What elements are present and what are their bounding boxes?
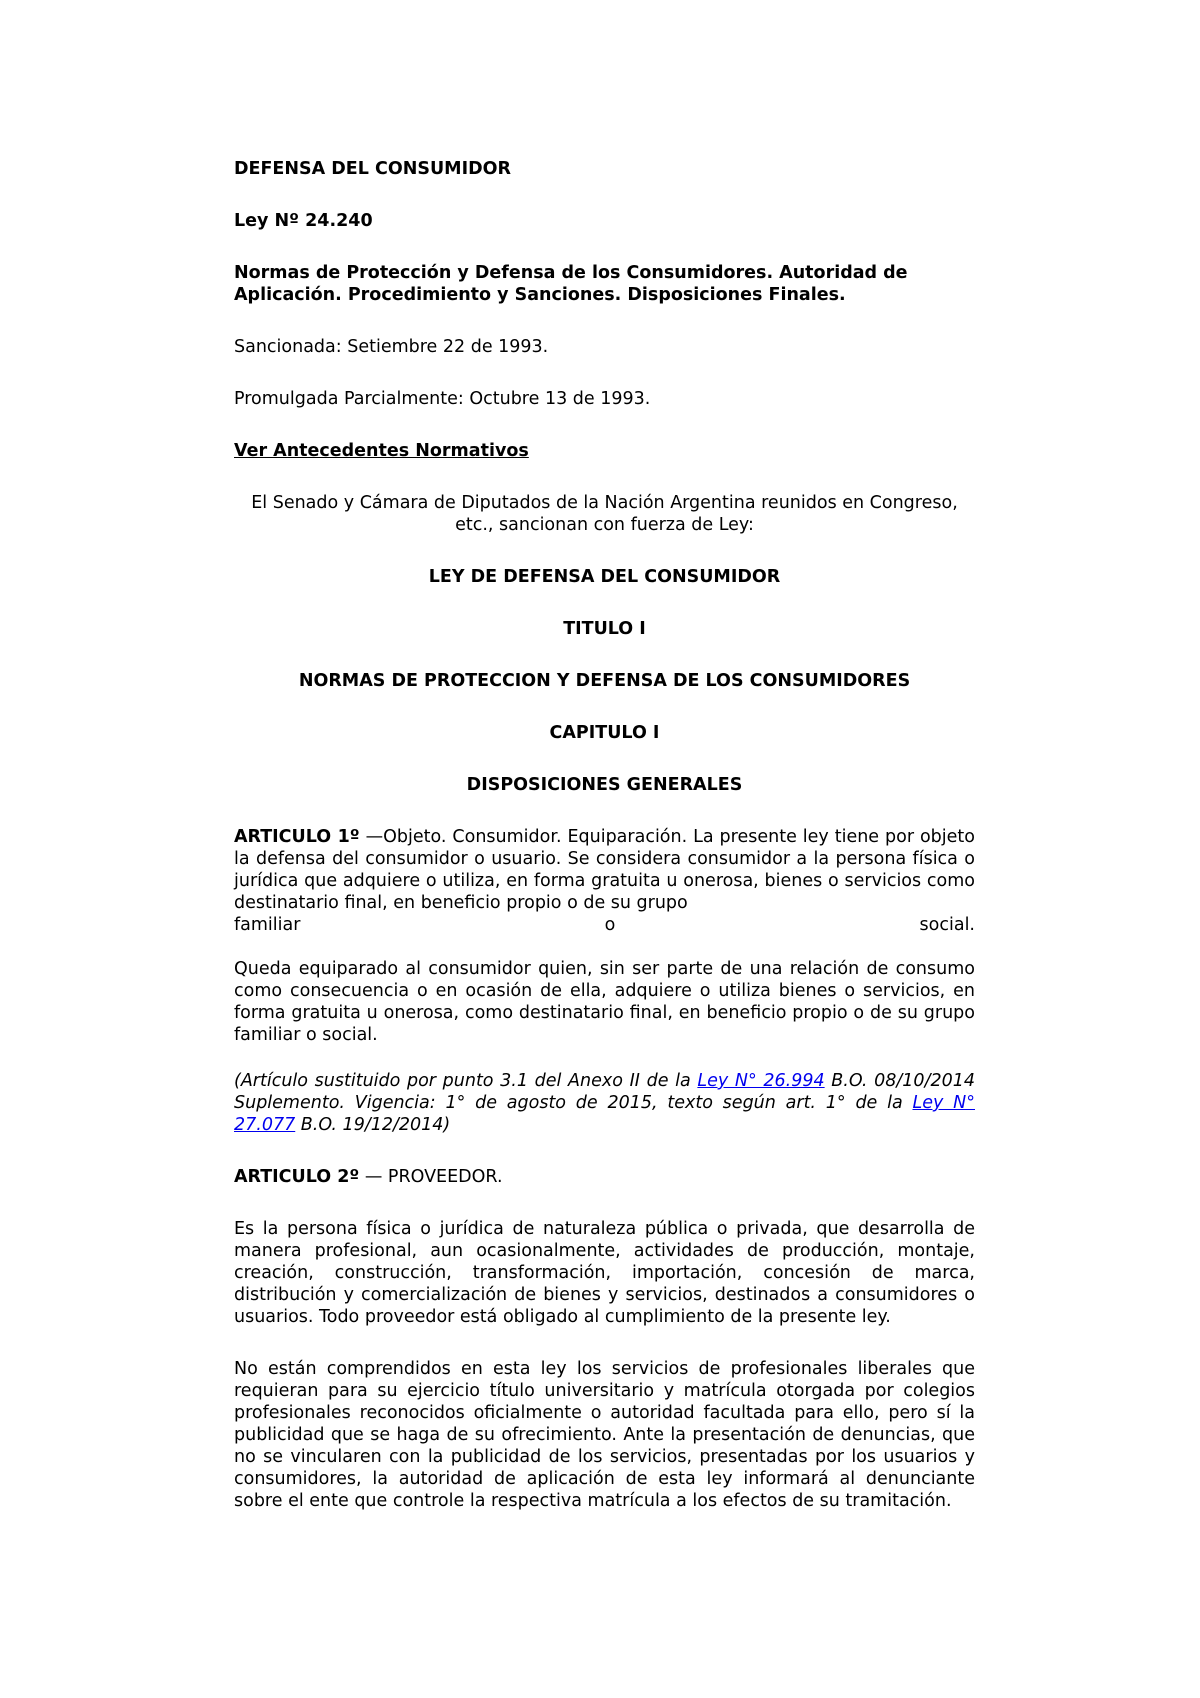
- note-text-start: (Artículo sustituido por punto 3.1 del Anexo II de la: [234, 1071, 698, 1091]
- article-1-amendment-note: [234, 1070, 975, 1136]
- article-1-paragraph-1-end: familiar o social.: [234, 915, 975, 935]
- law-title: LEY DE DEFENSA DEL CONSUMIDOR: [428, 567, 781, 587]
- article-1-dash: —: [359, 827, 384, 847]
- note-text-end: B.O. 19/12/2014): [295, 1115, 451, 1135]
- promulgated-date: Promulgada Parcialmente: Octubre 13 de 1993.: [234, 389, 651, 409]
- titulo-name: NORMAS DE PROTECCION Y DEFENSA DE LOS CONSUMIDORES: [298, 671, 911, 691]
- law-subtitle: Normas de Protección y Defensa de los Consumidores. Autoridad de Aplicación. Procedimiento y Sanciones. Disposiciones Finales.: [234, 263, 908, 305]
- article-2-label: ARTICULO 2º: [234, 1167, 360, 1187]
- note-text-middle: B.O. 08/10/2014 Suplemento. Vigencia: 1° de agosto de 2015, texto según art. 1° de la: [234, 1071, 975, 1113]
- document-header: DEFENSA DEL CONSUMIDOR: [234, 159, 511, 179]
- article-1-text: Objeto. Consumidor. Equiparación. La presente ley tiene por objeto la defensa del consumidor o usuario. Se considera consumidor a la persona física o jurídica que adquiere o utiliza, en forma gratuita u onerosa, bienes o servicios como destinatario final, en beneficio propio o de su grupo: [234, 827, 975, 913]
- capitulo-heading: CAPITULO I: [549, 723, 660, 743]
- antecedents-link[interactable]: Ver Antecedentes Normativos: [234, 441, 529, 461]
- article-2-paragraph-2: No están comprendidos en esta ley los servicios de profesionales liberales que requieran para su ejercicio título universitario y matrícula otorgada por colegios profesionales reconocidos oficialmente o autoridad facultada para ello, pero sí la publicidad que se haga de su ofrecimiento. Ante la presentación de denuncias, que no se vincularen con la publicidad de los servicios, presentadas por los usuarios y consumidores, la autoridad de aplicación de esta ley informará al denunciante sobre el ente que controle la respectiva matrícula a los efectos de su tramitación.: [234, 1359, 975, 1511]
- law-26994-link[interactable]: Ley N° 26.994: [697, 1071, 825, 1091]
- article-2-paragraph-1: Es la persona física o jurídica de naturaleza pública o privada, que desarrolla de manera profesional, aun ocasionalmente, actividades de producción, montaje, creación, construcción, transformación, importación, concesión de marca, distribución y comercialización de bienes y servicios, destinados a consumidores o usuarios. Todo proveedor está obligado al cumplimiento de la presente ley.: [234, 1219, 975, 1327]
- document-page: [234, 158, 975, 1542]
- article-1: [234, 826, 975, 936]
- sanctioned-date: Sancionada: Setiembre 22 de 1993.: [234, 337, 549, 357]
- law-27077-link[interactable]: Ley N° 27.077: [234, 1093, 975, 1135]
- capitulo-name: DISPOSICIONES GENERALES: [466, 775, 743, 795]
- article-2-heading: [234, 1166, 975, 1188]
- article-1-paragraph-1: [234, 826, 975, 914]
- article-1-paragraph-2: Queda equiparado al consumidor quien, sin ser parte de una relación de consumo como consecuencia o en ocasión de ella, adquiere o utiliza bienes o servicios, en forma gratuita u onerosa, como destinatario final, en beneficio propio o de su grupo familiar o social.: [234, 959, 975, 1045]
- law-number: Ley Nº 24.240: [234, 211, 373, 231]
- article-2-heading-rest: — PROVEEDOR.: [359, 1167, 503, 1187]
- titulo-heading: TITULO I: [563, 619, 646, 639]
- article-1-label: ARTICULO 1º: [234, 827, 360, 847]
- preamble: El Senado y Cámara de Diputados de la Nación Argentina reunidos en Congreso, etc., sancionan con fuerza de Ley:: [251, 493, 958, 535]
